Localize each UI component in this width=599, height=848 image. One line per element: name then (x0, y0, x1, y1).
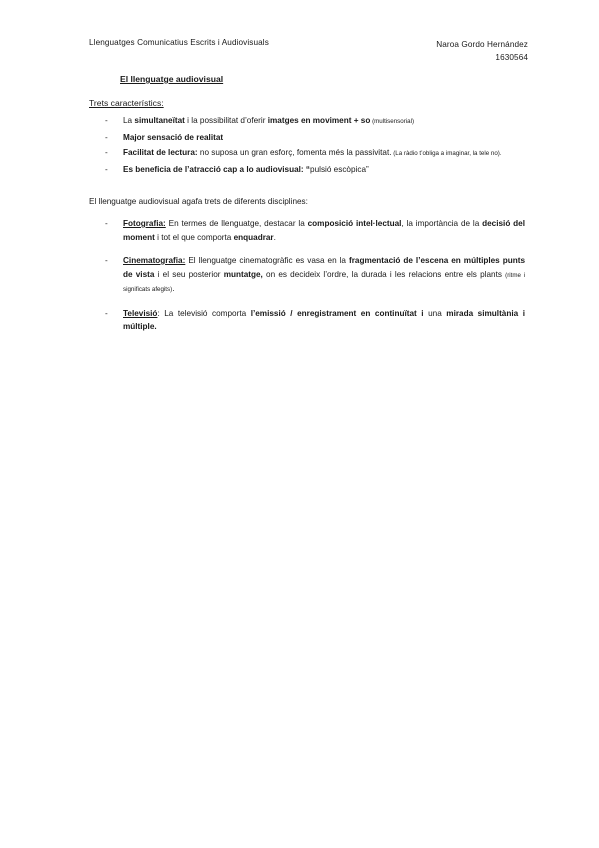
header-author-block (418, 38, 528, 64)
disciplines-intro: El llenguatge audiovisual agafa trets de diferents disciplines: (89, 197, 308, 206)
list-item (105, 307, 525, 334)
text-bold: composició intel·lectual (307, 219, 402, 228)
text: : La televisió comporta (157, 308, 251, 318)
disciplines-list (105, 217, 525, 344)
text: on es decideix l’ordre, la durada i les relacions entre els plants (262, 269, 506, 279)
discipline-name: Fotografia: (123, 219, 166, 228)
text: i la possibilitat d’oferir (184, 116, 268, 125)
section-title: Trets característics: (89, 98, 164, 108)
text-bold: Facilitat de lectura: (123, 148, 198, 157)
text: . (172, 284, 175, 293)
text: La (123, 116, 135, 125)
text-bold: Major sensació de realitat (123, 132, 224, 142)
list-item (105, 217, 525, 244)
text-bold: Es beneficia de l’atracció cap a lo audiovisual: “ (123, 164, 311, 174)
text-bold: decisió del moment (123, 219, 526, 242)
text: i tot el que comporta (154, 232, 234, 242)
page-title: El llenguatge audiovisual (120, 74, 224, 84)
discipline-name: Cinematografia: (123, 256, 186, 265)
header-author: Naroa Gordo Hernández (436, 40, 528, 49)
text: , la importància de la (401, 219, 483, 228)
text: . (273, 232, 276, 242)
traits-list (105, 116, 525, 180)
header-student-id: 1630564 (495, 53, 528, 62)
text-bold: fragmentació de l’escena en múltiples punts de vista (123, 256, 525, 279)
list-item (105, 148, 525, 160)
text-bold: muntatge, (223, 269, 263, 279)
header-course: Llenguatges Comunicatius Escrits i Audiovisuals (89, 38, 269, 47)
text-bold: imatges en moviment + so (267, 116, 371, 125)
text-bold: simultaneïtat (134, 116, 185, 125)
text: El llenguatge cinematogràfic es vasa en la (185, 256, 349, 265)
text-small: (La ràdio t’obliga a imaginar, la tele no). (391, 150, 502, 157)
list-item (105, 116, 525, 128)
discipline-name: Televisió (123, 308, 158, 318)
list-item (105, 133, 525, 144)
text: En termes de llenguatge, destacar la (165, 219, 308, 228)
list-item (105, 254, 525, 297)
text-bold: l’emissió / enregistrament en continuïtat i (250, 308, 424, 318)
text: una (423, 308, 447, 318)
text: i el seu posterior (154, 269, 224, 279)
text-small: (ritme i significats afegits) (123, 271, 525, 293)
text: no suposa un gran esforç, fomenta més la passivitat. (197, 148, 392, 157)
text: pulsió escòpica” (310, 164, 369, 174)
list-item (105, 165, 525, 176)
text-small: (multisensorial) (370, 118, 415, 125)
text-bold: enquadrar (233, 232, 274, 242)
text-bold: mirada simultània i múltiple. (123, 308, 525, 331)
